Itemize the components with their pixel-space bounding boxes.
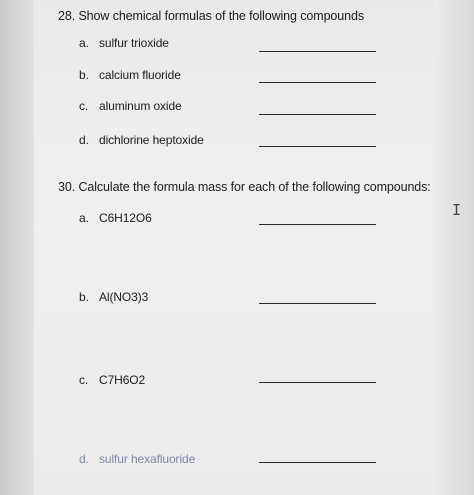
q30-item-b-text: Al(NO3)3: [99, 290, 149, 304]
q28-item-b-text: calcium fluoride: [99, 68, 181, 82]
q28-item-b-letter: b.: [79, 68, 89, 82]
q30-answer-line-b[interactable]: [259, 303, 376, 304]
q30-item-d-text: sulfur hexafluoride: [99, 452, 196, 466]
q30-item-d-letter: d.: [79, 452, 89, 466]
q30-item-a-text: C6H12O6: [99, 211, 152, 225]
q28-item-c-text: aluminum oxide: [99, 99, 182, 113]
q28-answer-line-b[interactable]: [259, 82, 376, 83]
q30-item-b-letter: b.: [79, 290, 89, 304]
q28-item-d-text: dichlorine heptoxide: [99, 133, 204, 147]
q28-item-a-letter: a.: [79, 36, 89, 50]
q28-answer-line-a[interactable]: [259, 51, 376, 52]
q28-item-a-text: sulfur trioxide: [99, 36, 169, 50]
text-cursor-icon: I: [452, 201, 462, 219]
q30-answer-line-c[interactable]: [259, 382, 376, 383]
q28-answer-line-c[interactable]: [259, 114, 376, 115]
q28-item-c-letter: c.: [79, 99, 89, 113]
q30-item-a-letter: a.: [79, 211, 89, 225]
q30-item-c-letter: c.: [79, 373, 89, 387]
question-30-title: 30. Calculate the formula mass for each of the following compounds:: [58, 180, 431, 194]
q30-item-c-text: C7H6O2: [99, 373, 146, 387]
page-shadow-right: [434, 0, 474, 495]
q30-answer-line-d[interactable]: [259, 462, 376, 463]
page-shadow-left: [0, 0, 34, 495]
q30-answer-line-a[interactable]: [259, 224, 376, 225]
q28-item-d-letter: d.: [79, 133, 89, 147]
q28-answer-line-d[interactable]: [259, 146, 376, 147]
question-28-title: 28. Show chemical formulas of the following compounds: [58, 9, 364, 23]
